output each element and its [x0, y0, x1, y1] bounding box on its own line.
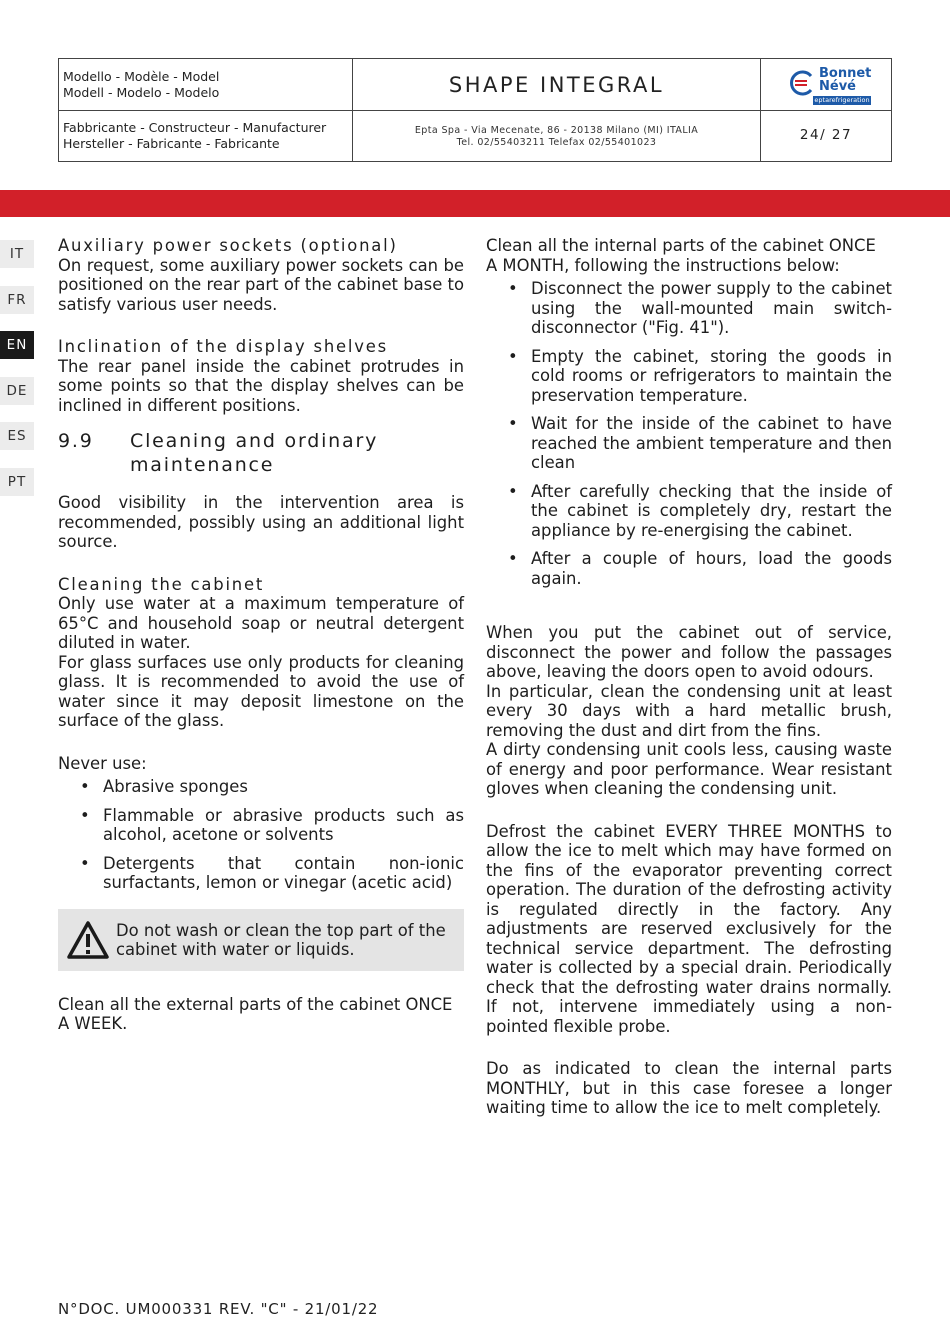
aux-sockets-heading: Auxiliary power sockets (optional) [58, 236, 398, 255]
manufacturer-label-line-1: Fabbricante - Constructeur - Manufacturer [63, 120, 327, 135]
manufacturer-address [353, 125, 760, 149]
language-tab-pt[interactable]: PT [0, 468, 34, 496]
visibility-text: Good visibility in the intervention area is recommended, possibly using an additional light source. [58, 493, 464, 551]
manufacturer-address-line-2: Tel. 02/55403211 Telefax 02/55401023 [456, 137, 657, 148]
document-header-table [58, 58, 892, 162]
model-value-cell [353, 59, 761, 111]
document-footer: N°DOC. UM000331 REV. "C" - 21/01/22 [58, 1300, 379, 1318]
list-item: • Wait for the inside of the cabinet to have reached the ambient temperature and then clean [508, 414, 892, 472]
manufacturer-address-line-1: Epta Spa - Via Mecenate, 86 - 20138 Milano (MI) ITALIA [414, 125, 699, 136]
left-column [58, 236, 464, 1034]
warning-triangle-icon [66, 920, 110, 960]
section-number: 9.9 [58, 430, 94, 452]
list-item: • Flammable or abrasive products such as alcohol, acetone or solvents [80, 805, 464, 844]
aux-sockets-text: On request, some auxiliary power sockets can be positioned on the rear part of the cabinet base to satisfy various user needs. [58, 255, 464, 314]
logo-wordmark [819, 67, 871, 93]
model-label-line-2: Modell - Modelo - Modelo [63, 85, 220, 100]
language-tab-es[interactable]: ES [0, 422, 34, 450]
model-name: SHAPE INTEGRAL [448, 73, 665, 97]
manufacturer-label-cell [59, 111, 353, 161]
page-number-cell [761, 111, 891, 161]
language-tab-de[interactable]: DE [0, 377, 34, 405]
list-item: • After a couple of hours, load the goods again. [508, 549, 892, 588]
model-label-line-1: Modello - Modèle - Model [63, 69, 220, 84]
list-item: • Empty the cabinet, storing the goods in cold rooms or refrigerators to maintain the preservation temperature. [508, 346, 892, 405]
list-item: • After carefully checking that the inside of the cabinet is completely dry, restart the appliance by re-energising the cabinet. [508, 481, 892, 540]
logo-cell [761, 59, 891, 111]
model-label-cell [59, 59, 353, 111]
never-use-label: Never use: [58, 753, 147, 773]
page-number: 24/ 27 [799, 127, 853, 143]
brand-logo [785, 66, 871, 106]
internal-cleaning-intro: Clean all the internal parts of the cabinet ONCE A MONTH, following the instructions below: [486, 236, 876, 275]
list-item: • Detergents that contain non-ionic surfactants, lemon or vinegar (acetic acid) [80, 853, 464, 892]
cleaning-heading: Cleaning the cabinet [58, 574, 265, 594]
right-column [486, 236, 892, 1118]
language-tab-en[interactable]: EN [0, 331, 34, 359]
external-cleaning-text: Clean all the external parts of the cabinet ONCE A WEEK. [58, 994, 453, 1033]
cleaning-text-2: For glass surfaces use only products for cleaning glass. It is recommended to avoid the use of water since it may deposit limestone on the surface of the glass. [58, 652, 464, 730]
list-item: • Disconnect the power supply to the cabinet using the wall-mounted main switch-disconnector ("Fig. 41"). [508, 279, 892, 337]
header-accent-band [0, 190, 950, 217]
never-use-list [58, 777, 464, 893]
condensing-text-1: In particular, clean the condensing unit at least every 30 days with a hard metallic brush, removing the dust and dirt from the fins. [486, 681, 892, 740]
cleaning-text-1: Only use water at a maximum temperature of 65°C and household soap or neutral detergent diluted in water. [58, 594, 464, 652]
manufacturer-value-cell [353, 111, 761, 161]
warning-text: Do not wash or clean the top part of the cabinet with water or liquids. [116, 920, 446, 959]
logo-swirl-icon [787, 68, 817, 98]
section-heading [58, 429, 464, 477]
logo-tagline: eptarefrigeration [814, 96, 870, 104]
language-tab-it[interactable]: IT [0, 240, 34, 268]
defrost-text: Defrost the cabinet EVERY THREE MONTHS to allow the ice to melt which may have formed on the fins of the evaporator preventing correct operation. The duration of the defrosting activity is regulated directly in the factory. Any adjustments are reserved exclusively for the technical service department. The defrosting water is collected by a special drain. Periodically check that the defrosting water drains normally. If not, intervene immediately using a non-pointed flexible probe. [486, 821, 892, 1036]
warning-box [58, 909, 464, 971]
out-of-service-text: When you put the cabinet out of service, disconnect the power and follow the passages above, leaving the doors open to avoid odours. [486, 623, 892, 681]
language-tab-fr[interactable]: FR [0, 286, 34, 314]
inclination-text: The rear panel inside the cabinet protrudes in some points so that the display shelves can be inclined in different positions. [58, 356, 464, 415]
list-item: • Abrasive sponges [80, 777, 248, 796]
monthly-defrost-text: Do as indicated to clean the internal parts MONTHLY, but in this case foresee a longer waiting time to allow the ice to melt completely. [486, 1059, 892, 1117]
manufacturer-label-line-2: Hersteller - Fabricante - Fabricante [63, 136, 280, 151]
logo-line-1: Bonnet [819, 66, 872, 81]
section-title: Cleaning and ordinary maintenance [130, 430, 379, 476]
inclination-heading: Inclination of the display shelves [58, 337, 388, 356]
language-tabs [0, 240, 34, 513]
condensing-text-2: A dirty condensing unit cools less, causing waste of energy and poor performance. Wear resistant gloves when cleaning the condensing unit. [486, 740, 892, 798]
logo-line-2: Névé [819, 79, 856, 94]
internal-cleaning-steps [486, 279, 892, 588]
